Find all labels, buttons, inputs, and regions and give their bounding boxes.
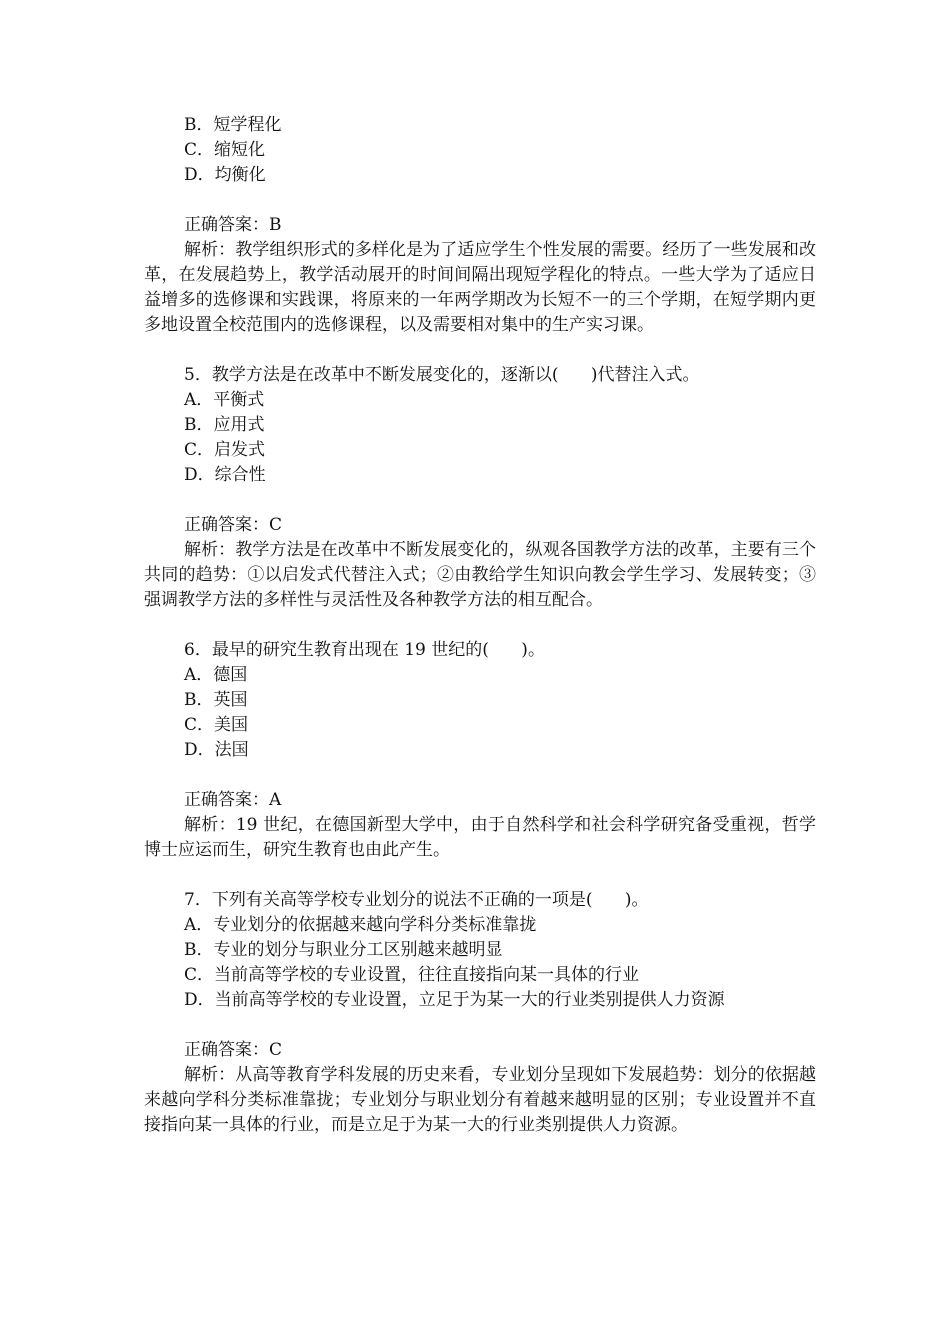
question-5-stem: 5．教学方法是在改革中不断发展变化的，逐渐以( )代替注入式。 xyxy=(184,365,700,385)
spacer xyxy=(144,338,816,363)
question-7-option-a: A．专业划分的依据越来越向学科分类标准靠拢 xyxy=(184,915,537,935)
question-5-explanation: 解析：教学方法是在改革中不断发展变化的，纵观各国教学方法的改革，主要有三个共同的趋势：①以启发式代替注入式；②由教给学生知识向教会学生学习、发展转变；③强调教学方法的多样性与灵活性及各种教学方法的相互配合。 xyxy=(144,540,816,610)
question-6-option-b: B．英国 xyxy=(184,690,248,710)
spacer xyxy=(144,188,816,213)
question-6-explanation: 解析：19 世纪，在德国新型大学中，由于自然科学和社会科学研究备受重视，哲学博士应运而生，研究生教育也由此产生。 xyxy=(144,815,816,860)
question-5-option-d: D．综合性 xyxy=(184,465,266,485)
question-7-option-c: C．当前高等学校的专业设置，往往直接指向某一具体的行业 xyxy=(184,965,640,985)
option-c: C．缩短化 xyxy=(184,140,266,160)
spacer xyxy=(144,863,816,888)
option-b: B．短学程化 xyxy=(184,115,282,135)
question-7-explanation: 解析：从高等教育学科发展的历史来看，专业划分呈现如下发展趋势：划分的依据越来越向学科分类标准靠拢；专业划分与职业划分有着越来越明显的区别；专业设置并不直接指向某一具体的行业，而是立足于为某一大的行业类别提供人力资源。 xyxy=(144,1065,816,1135)
spacer xyxy=(144,613,816,638)
question-7-answer: 正确答案：C xyxy=(184,1040,283,1060)
question-7-option-b: B．专业的划分与职业分工区别越来越明显 xyxy=(184,940,503,960)
question-5-option-b: B．应用式 xyxy=(184,415,265,435)
question-6-option-d: D．法国 xyxy=(184,740,249,760)
spacer xyxy=(144,763,816,788)
option-d: D．均衡化 xyxy=(184,165,266,185)
question-5-option-c: C．启发式 xyxy=(184,440,266,460)
explanation: 解析：教学组织形式的多样化是为了适应学生个性发展的需要。经历了一些发展和改革，在发展趋势上，教学活动展开的时间间隔出现短学程化的特点。一些大学为了适应日益增多的选修课和实践课，将原来的一年两学期改为长短不一的三个学期，在短学期内更多地设置全校范围内的选修课程，以及需要相对集中的生产实习课。 xyxy=(144,240,816,335)
spacer xyxy=(144,488,816,513)
question-6-option-c: C．美国 xyxy=(184,715,249,735)
question-7-option-d: D．当前高等学校的专业设置，立足于为某一大的行业类别提供人力资源 xyxy=(184,990,725,1010)
page-content xyxy=(144,113,816,1138)
question-6-stem: 6．最早的研究生教育出现在 19 世纪的( )。 xyxy=(184,640,545,660)
question-5-answer: 正确答案：C xyxy=(184,515,283,535)
question-6-option-a: A．德国 xyxy=(184,665,248,685)
question-6-answer: 正确答案：A xyxy=(184,790,282,810)
spacer xyxy=(144,1013,816,1038)
question-7-stem: 7．下列有关高等学校专业划分的说法不正确的一项是( )。 xyxy=(184,890,649,910)
question-5-option-a: A．平衡式 xyxy=(184,390,265,410)
correct-answer: 正确答案：B xyxy=(184,215,282,235)
